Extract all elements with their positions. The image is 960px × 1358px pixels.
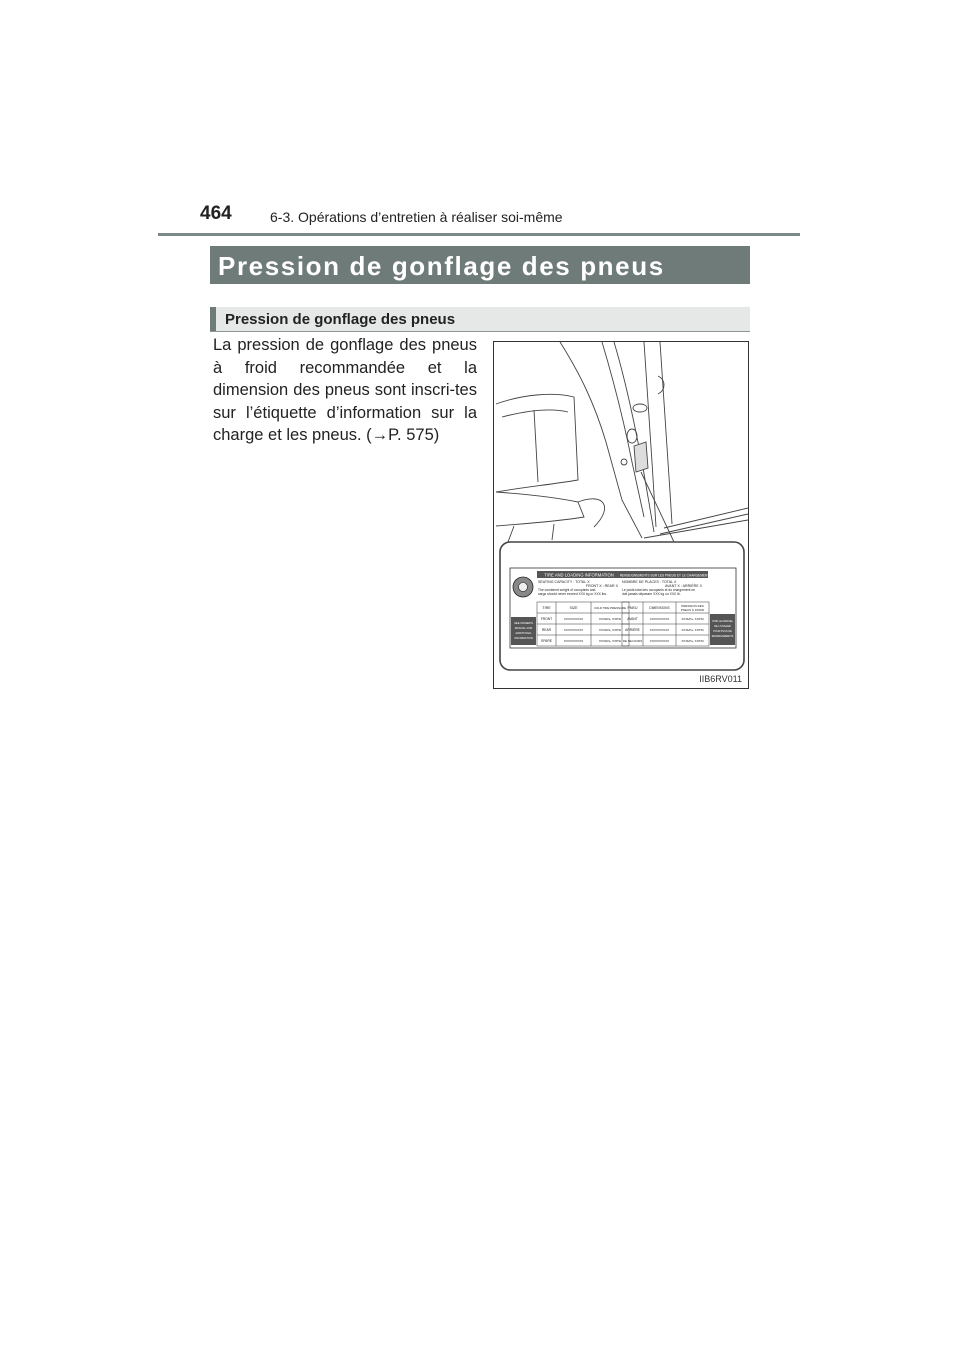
- fr-col-pressure-1: PRESSION DES: [681, 604, 704, 608]
- fr-row-rear: ARRIÈRE: [625, 628, 640, 632]
- fr-side-3: POUR PLUS DE: [713, 630, 732, 633]
- fr-header: RENSEIGNEMENTS SUR LES PNEUS ET LE CHARGEMENT: [619, 573, 710, 578]
- wheel-icon: [519, 583, 528, 592]
- fr-side-1: VOIR LE MANUEL: [712, 620, 733, 623]
- label-location: [634, 442, 648, 472]
- door-edge: [660, 342, 672, 524]
- page-title-bar: [210, 246, 750, 284]
- fr-size-1: XXXX/XXXXX: [649, 617, 670, 621]
- en-side-2: MANUAL FOR: [514, 627, 533, 630]
- fr-size-3: XXXX/XXXXX: [649, 639, 670, 643]
- en-pressure-2: XXXkPa, XXPSI: [598, 628, 622, 632]
- en-col-pressure: COLD TIRE PRESSURE: [593, 606, 627, 610]
- en-side-3: ADDITIONAL: [515, 632, 532, 635]
- subtitle-accent: [210, 307, 216, 331]
- en-pressure-3: XXXkPa, XXPSI: [598, 639, 622, 643]
- fr-side-4: RENSEIGNEMENTS: [711, 636, 734, 638]
- figure-code: IIB6RV011: [699, 674, 742, 684]
- en-col-size: SIZE: [569, 606, 578, 610]
- fr-row-front: AVANT: [627, 617, 638, 621]
- en-side-4: INFORMATION: [514, 637, 533, 640]
- header-rule: [158, 233, 800, 236]
- section-path: 6-3. Opérations d’entretien à réaliser soi-même: [270, 209, 563, 225]
- en-row-spare: SPARE: [541, 639, 552, 643]
- en-size-3: XXXX/XXXXX: [563, 639, 584, 643]
- fr-capacity-2: AVANT X : ARRIÈRE X: [665, 584, 702, 588]
- pillar-inner-edge: [602, 342, 644, 517]
- seat-back-outline: [496, 394, 578, 492]
- en-weight-1: The combined weight of occupants and: [538, 588, 596, 592]
- pillar-front-edge: [560, 342, 642, 538]
- en-side-1: SEE OWNER'S: [514, 622, 533, 625]
- en-weight-2: cargo should never exceed XXX kg or XXX lbs.: [538, 592, 607, 596]
- en-pressure-1: XXXkPa, XXPSI: [598, 617, 622, 621]
- subtitle: Pression de gonflage des pneus: [225, 311, 456, 328]
- fr-size-2: XXXX/XXXXX: [649, 628, 670, 632]
- latch-1: [633, 404, 647, 412]
- seat-cushion: [496, 492, 584, 526]
- en-size-1: XXXX/XXXXX: [563, 617, 584, 621]
- seat-back-line: [502, 410, 568, 417]
- en-size-2: XXXX/XXXXX: [563, 628, 584, 632]
- latch-2: [627, 429, 637, 443]
- fr-col-tire: PNEU: [627, 606, 638, 610]
- en-capacity-2: FRONT X : REAR X: [585, 584, 618, 588]
- fr-side-2: DE L'USAGER: [714, 625, 731, 628]
- latch-3: [621, 459, 627, 465]
- fr-col-size: DIMENSIONS: [649, 606, 670, 610]
- en-row-front: FRONT: [540, 617, 553, 621]
- seat-rails: [508, 524, 554, 542]
- tire-label-figure: [493, 341, 749, 689]
- tire-information-label: [510, 568, 736, 648]
- figure-illustration: [494, 342, 748, 688]
- en-row-rear: REAR: [541, 628, 552, 632]
- en-capacity-1: SEATING CAPACITY : TOTAL X: [538, 580, 590, 584]
- subtitle-rule: [210, 331, 750, 332]
- en-col-tire: TIRE: [542, 606, 551, 610]
- fr-capacity-1: NOMBRE DE PLACES : TOTAL X: [622, 580, 677, 584]
- body-paragraph: La pression de gonflage des pneus à froid recommandée et la dimension des pneus sont inscri-tes sur l’étiquette d’information sur la charge et les pneus. (→P. 575): [213, 336, 477, 444]
- fr-col-pressure-2: PNEUS À FROID: [680, 608, 705, 612]
- fr-weight-2: doit jamais dépasser XXX kg ou XXX lb.: [622, 592, 681, 596]
- fr-pressure-2: XXXkPa, XXPSI: [681, 628, 704, 632]
- fr-pressure-3: XXXkPa, XXPSI: [681, 639, 704, 643]
- fr-pressure-1: XXXkPa, XXPSI: [681, 617, 704, 621]
- pillar-back-edge: [614, 342, 654, 532]
- subtitle-bar: [210, 307, 750, 331]
- fr-row-spare: DE SECOURS: [622, 639, 643, 643]
- seat-stitch-line: [534, 410, 538, 482]
- en-header: TIRE AND LOADING INFORMATION: [544, 572, 614, 578]
- page-number: 464: [200, 203, 232, 224]
- page-title: Pression de gonflage des pneus: [218, 251, 665, 281]
- fr-weight-1: Le poids total des occupants et du chargement ne: [622, 588, 695, 592]
